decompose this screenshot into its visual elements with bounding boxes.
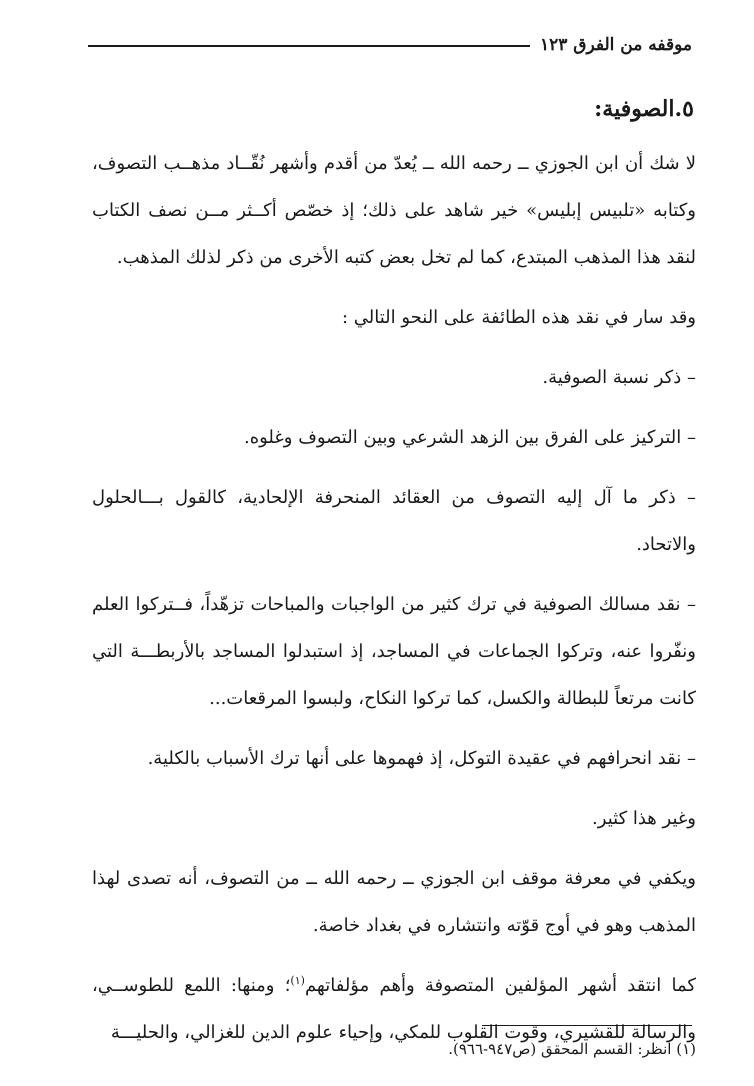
footnote-marker[interactable]: (١) bbox=[290, 974, 305, 987]
paragraph-stance: ويكفي في معرفة موقف ابن الجوزي ــ رحمه الله ــ من التصوف، أنه تصدى لهذا المذهب وهو في أوج قوّته وانتشاره في بغداد خاصة. bbox=[92, 868, 696, 936]
list-item-origin: – ذكر نسبة الصوفية. bbox=[542, 367, 696, 388]
footnote-rule bbox=[482, 1025, 692, 1026]
paragraph-method: وقد سار في نقد هذه الطائفة على النحو التالي : bbox=[341, 307, 696, 328]
list-item-tawakkul: – نقد انحرافهم في عقيدة التوكل، إذ فهموها على أنها ترك الأسباب بالكلية. bbox=[147, 748, 696, 769]
paragraph-intro: لا شك أن ابن الجوزي ــ رحمه الله ــ يُعدّ من أقدم وأشهر نُقّــاد مذهــب التصوف، وكتابه «تلبيس إبليس» خير شاهد على ذلك؛ إذ خصّص أكــثر مــن نصف الكتاب لنقد هذا المذهب المبتدع، كما لم تخل بعض كتبه الأخرى من ذكر لذلك المذهب. bbox=[92, 153, 696, 268]
footnote: (١) انظر: القسم المحقق (ص٩٤٧-٩٦٦). bbox=[448, 1040, 696, 1058]
section-heading: ٥.الصوفية: bbox=[594, 96, 694, 122]
paragraph-more: وغير هذا كثير. bbox=[592, 808, 696, 829]
paragraph-authors-end: ؛ ومنها: اللمع للطوســي، والرسالة للقشيري، وقوت القلوب للمكي، وإحياء علوم الدين للغزالي، والحليـــة bbox=[92, 975, 696, 1043]
header-title: موقفه من الفرق ١٢٣ bbox=[539, 35, 692, 55]
list-item-practices: – نقد مسالك الصوفية في ترك كثير من الواجبات والمباحات تزهّداً، فــتركوا العلم ونفّروا عنه، وتركوا الجماعات في المساجد، إذ استبدلوا المساجد بالأربطـــة التي كانت مرتعاً للبطالة والكسل، كما تركوا النكاح، ولبسوا المرقعات... bbox=[92, 594, 696, 709]
running-header bbox=[88, 32, 692, 58]
list-item-beliefs: – ذكر ما آل إليه التصوف من العقائد المنحرفة الإلحادية، كالقول بـــالحلول والاتحاد. bbox=[92, 487, 696, 555]
paragraph-authors-start: كما انتقد أشهر المؤلفين المتصوفة وأهم مؤلفاتهم bbox=[304, 975, 696, 996]
header-rule bbox=[88, 45, 530, 47]
body-text bbox=[92, 140, 696, 1069]
list-item-asceticism: – التركيز على الفرق بين الزهد الشرعي وبين التصوف وغلوه. bbox=[243, 427, 696, 448]
